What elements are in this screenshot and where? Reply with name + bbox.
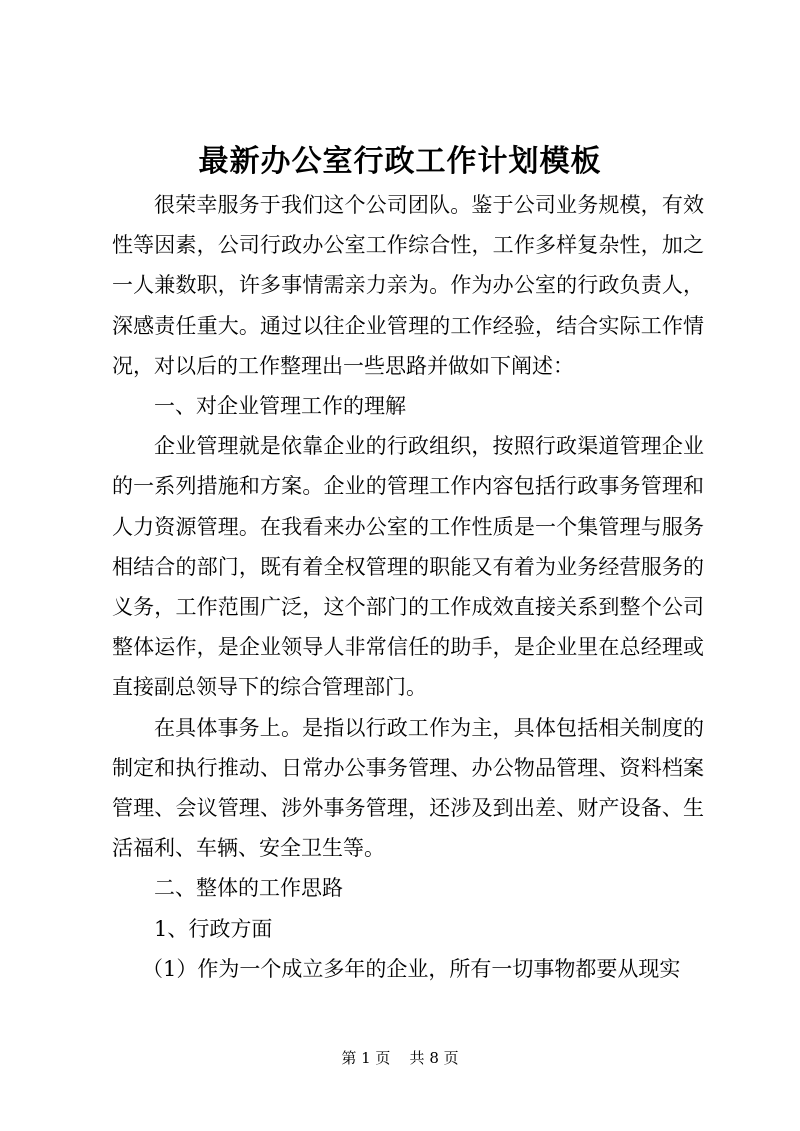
section-heading-understanding: 一、对企业管理工作的理解 [154, 394, 406, 419]
document-body [112, 185, 704, 989]
subsection-heading-administration: 1、行政方面 [154, 916, 273, 941]
page-number: 第 1 页 [341, 1049, 391, 1067]
section-heading-approach: 二、整体的工作思路 [154, 876, 343, 901]
specific-affairs-paragraph: 在具体事务上。是指以行政工作为主，具体包括相关制度的制定和执行推动、日常办公事务管理、办公物品管理、资料档案管理、会议管理、涉外事务管理，还涉及到出差、财产设备、生活福利、车辆、安全卫生等。 [112, 715, 704, 861]
document-title: 最新办公室行政工作计划模板 [198, 144, 602, 179]
management-paragraph: 企业管理就是依靠企业的行政组织，按照行政渠道管理企业的一系列措施和方案。企业的管理工作内容包括行政事务管理和人力资源管理。在我看来办公室的工作性质是一个集管理与服务相结合的部门，既有着全权管理的职能又有着为业务经营服务的义务，工作范围广泛，这个部门的工作成效直接关系到整个公司整体运作，是企业领导人非常信任的助手，是企业里在总经理或直接副总领导下的综合管理部门。 [112, 434, 704, 700]
page-total: 共 8 页 [409, 1049, 459, 1067]
page-footer [0, 1047, 800, 1069]
list-item-paragraph: （1）作为一个成立多年的企业，所有一切事物都要从现实 [142, 956, 681, 981]
intro-paragraph: 很荣幸服务于我们这个公司团队。鉴于公司业务规模，有效性等因素，公司行政办公室工作综合性，工作多样复杂性，加之一人兼数职，许多事情需亲力亲为。作为办公室的行政负责人，深感责任重大。通过以往企业管理的工作经验，结合实际工作情况，对以后的工作整理出一些思路并做如下阐述： [112, 193, 704, 378]
